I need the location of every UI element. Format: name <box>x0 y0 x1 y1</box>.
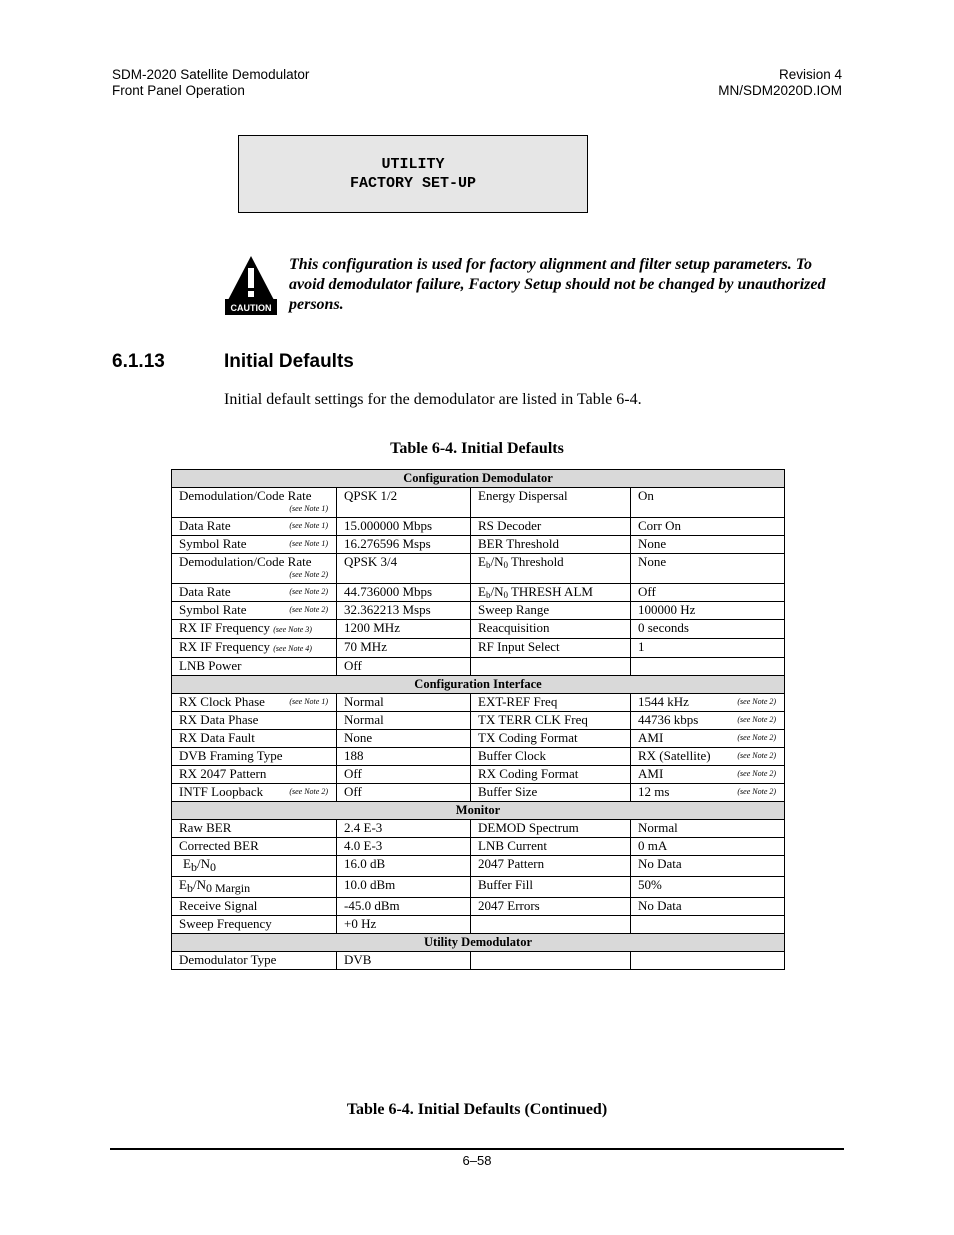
param-value: 50% <box>631 877 785 898</box>
lcd-line-1: UTILITY <box>381 156 445 173</box>
param-value: 1544 kHz <box>638 694 689 709</box>
table-row <box>172 877 785 898</box>
param-value: Off <box>631 584 785 602</box>
doc-id: MN/SDM2020D.IOM <box>718 83 842 98</box>
table-row <box>172 856 785 877</box>
param-label: EXT-REF Freq <box>471 694 631 712</box>
param-value: 44.736000 Mbps <box>337 584 471 602</box>
empty-cell <box>471 916 631 934</box>
param-value: None <box>631 536 785 554</box>
param-value: Corr On <box>631 518 785 536</box>
param-value: DVB <box>337 952 471 970</box>
doc-chapter: Front Panel Operation <box>112 83 245 98</box>
param-value: -45.0 dBm <box>337 898 471 916</box>
param-label: Receive Signal <box>172 898 337 916</box>
param-label: RF Input Select <box>471 639 631 658</box>
param-label: DEMOD Spectrum <box>471 820 631 838</box>
param-label: Reacquisition <box>471 620 631 639</box>
param-label: Demodulation/Code Rate <box>179 554 312 569</box>
param-value: 0 seconds <box>631 620 785 639</box>
param-value: No Data <box>631 856 785 877</box>
section-row-demod: Configuration Demodulator <box>172 470 785 488</box>
param-value: QPSK 3/4 <box>337 554 471 584</box>
note-ref: (see Note 2) <box>737 715 777 724</box>
param-label: RX IF Frequency <box>179 639 270 654</box>
section-row-interface: Configuration Interface <box>172 676 785 694</box>
note-ref: (see Note 3) <box>273 625 312 634</box>
empty-cell <box>631 952 785 970</box>
lcd-line-2: FACTORY SET-UP <box>349 175 477 192</box>
empty-cell <box>631 658 785 676</box>
doc-title: SDM-2020 Satellite Demodulator <box>112 67 310 82</box>
param-label: Energy Dispersal <box>471 488 631 518</box>
param-value: No Data <box>631 898 785 916</box>
doc-revision: Revision 4 <box>778 67 842 82</box>
param-label: Demodulation/Code Rate <box>179 488 312 503</box>
param-label: Symbol Rate <box>179 602 247 617</box>
table-row <box>172 820 785 838</box>
note-ref: (see Note 1) <box>289 539 328 548</box>
param-value: Normal <box>631 820 785 838</box>
param-label: RX Clock Phase <box>179 694 265 709</box>
param-value: On <box>631 488 785 518</box>
param-label: Buffer Clock <box>471 748 631 766</box>
param-label: Data Rate <box>179 518 231 533</box>
table-row <box>172 488 785 518</box>
note-ref: (see Note 1) <box>289 504 328 513</box>
note-ref: (see Note 2) <box>289 787 328 796</box>
param-label: RX Coding Format <box>471 766 631 784</box>
table-row <box>172 554 785 584</box>
table-caption-continued: Table 6-4. Initial Defaults (Continued) <box>346 1101 608 1118</box>
page-number: 6–58 <box>462 1153 492 1168</box>
param-value: Normal <box>337 712 471 730</box>
param-value: AMI <box>638 766 664 781</box>
param-value: 10.0 dBm <box>337 877 471 898</box>
footer-rule <box>110 1148 844 1150</box>
param-label: RX Data Phase <box>172 712 337 730</box>
param-value: Off <box>337 658 471 676</box>
note-ref: (see Note 2) <box>737 697 777 706</box>
param-label: LNB Current <box>471 838 631 856</box>
param-value: 16.276596 Msps <box>337 536 471 554</box>
table-row <box>172 620 785 639</box>
param-label: Buffer Fill <box>471 877 631 898</box>
table-row <box>172 766 785 784</box>
param-value: AMI <box>638 730 664 745</box>
page-header-right <box>718 67 842 99</box>
param-label: RX IF Frequency <box>179 620 270 635</box>
param-value: 2.4 E-3 <box>337 820 471 838</box>
param-value: 1200 MHz <box>337 620 471 639</box>
table-row <box>172 730 785 748</box>
param-label: Eb/N0 Margin <box>172 877 337 898</box>
param-label: TX Coding Format <box>471 730 631 748</box>
note-ref: (see Note 2) <box>289 587 328 596</box>
empty-cell <box>471 658 631 676</box>
param-label: Buffer Size <box>471 784 631 802</box>
param-label: Eb/N0 <box>172 856 337 877</box>
table-row <box>172 784 785 802</box>
note-ref: (see Note 1) <box>289 521 328 530</box>
param-value: 1 <box>631 639 785 658</box>
table-row <box>172 584 785 602</box>
param-value: 44736 kbps <box>638 712 699 727</box>
param-label: RX 2047 Pattern <box>172 766 337 784</box>
param-label: RX Data Fault <box>172 730 337 748</box>
param-label: Data Rate <box>179 584 231 599</box>
param-value: 15.000000 Mbps <box>337 518 471 536</box>
section-row-monitor: Monitor <box>172 802 785 820</box>
param-label: 2047 Errors <box>471 898 631 916</box>
note-ref: (see Note 2) <box>737 733 777 742</box>
table-row <box>172 898 785 916</box>
param-value: None <box>631 554 785 584</box>
table-row <box>172 712 785 730</box>
param-label: Symbol Rate <box>179 536 247 551</box>
caution-label: CAUTION <box>230 303 272 313</box>
param-value: +0 Hz <box>337 916 471 934</box>
param-value: Off <box>337 784 471 802</box>
param-label: LNB Power <box>172 658 337 676</box>
table-row <box>172 518 785 536</box>
caution-text: This configuration is used for factory alignment and filter setup parameters. To avoid demodulator failure, Factory Setup should not be changed by unauthorized persons. <box>289 256 826 313</box>
note-ref: (see Note 2) <box>289 570 328 579</box>
param-value: 100000 Hz <box>631 602 785 620</box>
param-label: RS Decoder <box>471 518 631 536</box>
param-label: INTF Loopback <box>179 784 264 799</box>
param-value: 16.0 dB <box>337 856 471 877</box>
param-label: Sweep Frequency <box>172 916 337 934</box>
table-row <box>172 658 785 676</box>
empty-cell <box>631 916 785 934</box>
lcd-display <box>238 135 588 213</box>
initial-defaults-table <box>171 469 785 970</box>
page-header-left <box>112 67 309 99</box>
param-label: Raw BER <box>172 820 337 838</box>
param-value: 188 <box>337 748 471 766</box>
section-number: 6.1.13 <box>112 351 165 372</box>
param-label: Sweep Range <box>471 602 631 620</box>
section-row-utility: Utility Demodulator <box>172 934 785 952</box>
note-ref: (see Note 2) <box>737 751 777 760</box>
param-value: 70 MHz <box>337 639 471 658</box>
table-row <box>172 838 785 856</box>
param-value: 0 mA <box>631 838 785 856</box>
section-title: Initial Defaults <box>224 351 354 372</box>
param-label: TX TERR CLK Freq <box>471 712 631 730</box>
section-intro: Initial default settings for the demodulator are listed in Table 6-4. <box>224 391 642 408</box>
note-ref: (see Note 2) <box>289 605 328 614</box>
table-row <box>172 602 785 620</box>
param-value: Normal <box>337 694 471 712</box>
table-caption: Table 6-4. Initial Defaults <box>390 440 564 457</box>
table-row <box>172 748 785 766</box>
note-ref: (see Note 2) <box>737 787 777 796</box>
table-row <box>172 536 785 554</box>
param-value: 32.362213 Msps <box>337 602 471 620</box>
param-label: 2047 Pattern <box>471 856 631 877</box>
note-ref: (see Note 1) <box>289 697 328 706</box>
note-ref: (see Note 2) <box>737 769 777 778</box>
param-label: $E_b/N_0$ THRESH ALM <box>471 584 631 602</box>
note-ref: (see Note 4) <box>273 644 312 653</box>
param-value: 4.0 E-3 <box>337 838 471 856</box>
param-value: 12 ms <box>638 784 670 799</box>
param-value: QPSK 1/2 <box>337 488 471 518</box>
param-value: Off <box>337 766 471 784</box>
param-label: Demodulator Type <box>172 952 337 970</box>
param-label: BER Threshold <box>471 536 631 554</box>
table-row <box>172 694 785 712</box>
param-label: DVB Framing Type <box>172 748 337 766</box>
param-value: RX (Satellite) <box>638 748 711 763</box>
param-label: $E_b/N_0$ Threshold <box>471 554 631 584</box>
empty-cell <box>471 952 631 970</box>
table-row <box>172 916 785 934</box>
param-label: Corrected BER <box>172 838 337 856</box>
param-value: None <box>337 730 471 748</box>
table-row <box>172 952 785 970</box>
table-row <box>172 639 785 658</box>
caution-icon <box>225 254 277 316</box>
